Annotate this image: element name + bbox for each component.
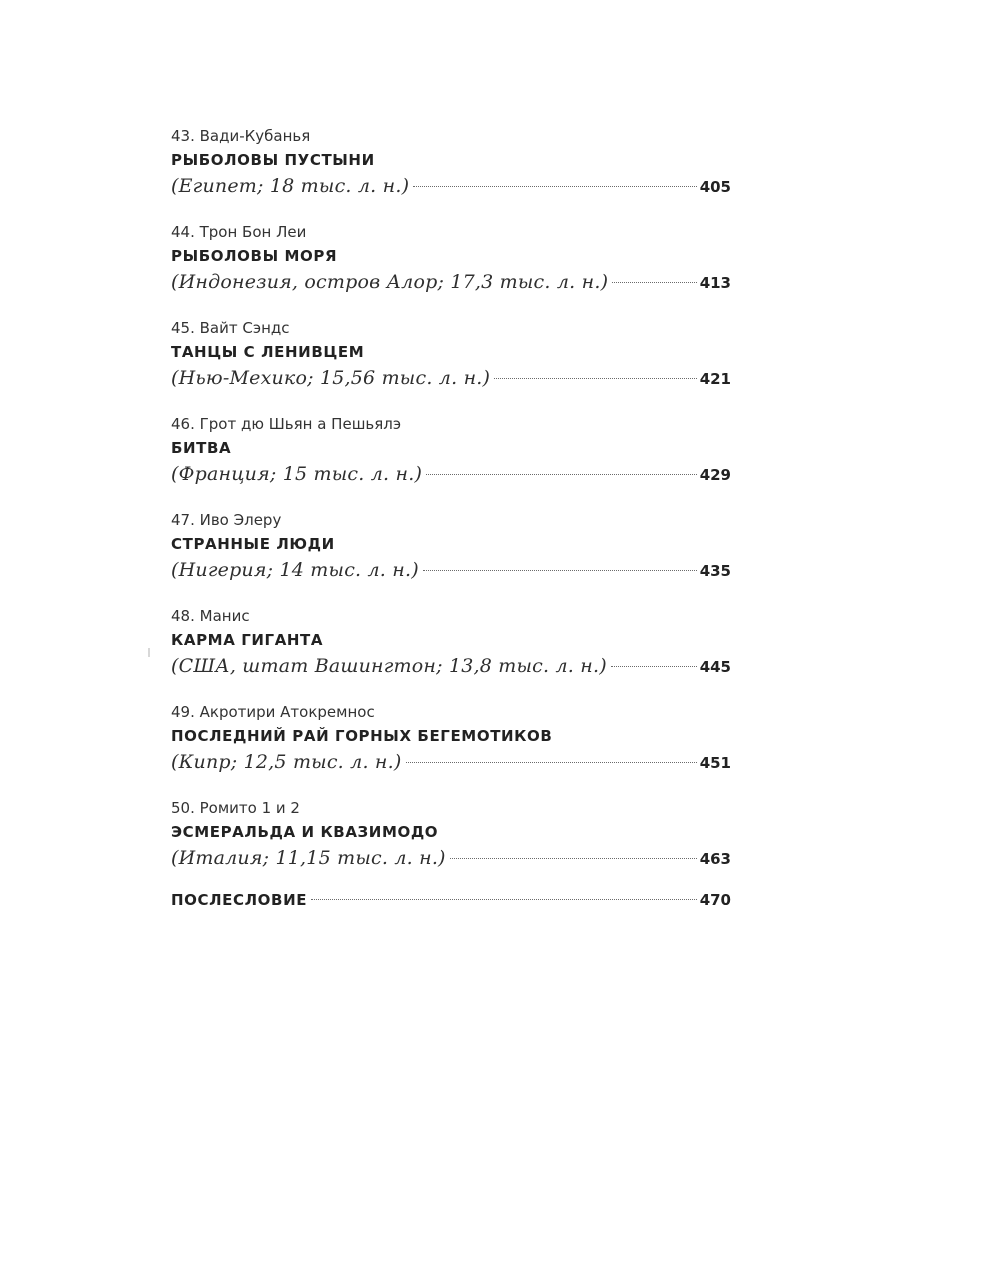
toc-entry-44[interactable] xyxy=(171,222,731,318)
toc-entry-line xyxy=(171,748,731,776)
toc-entry-location: (Нью-Мехико; 15,56 тыс. л. н.) xyxy=(171,367,491,389)
toc-entry-title: РЫБОЛОВЫ ПУСТЫНИ xyxy=(171,151,375,169)
toc-entry-title: БИТВА xyxy=(171,439,232,457)
toc-entry-location: (Кипр; 12,5 тыс. л. н.) xyxy=(171,751,402,773)
toc-entry-title: ТАНЦЫ С ЛЕНИВЦЕМ xyxy=(171,343,365,361)
toc-entry-title: СТРАННЫЕ ЛЮДИ xyxy=(171,535,335,553)
toc-entry-site: 43. Вади-Кубанья xyxy=(171,127,311,145)
toc-entry-location: (Франция; 15 тыс. л. н.) xyxy=(171,463,423,485)
toc-entry-title: ПОСЛЕСЛОВИЕ xyxy=(171,891,308,909)
toc-entry-afterword[interactable] xyxy=(171,886,731,914)
toc-entry-line xyxy=(171,172,731,200)
toc-entry-43[interactable] xyxy=(171,126,731,222)
toc-entry-location: (Нигерия; 14 тыс. л. н.) xyxy=(171,559,419,581)
toc-entry-page-number: 445 xyxy=(699,658,731,676)
toc-entry-page-number: 405 xyxy=(699,178,731,196)
toc-entry-page-number: 421 xyxy=(699,370,731,388)
dot-leader xyxy=(612,281,696,283)
toc-entry-page-number: 413 xyxy=(699,274,731,292)
toc-entry-site: 47. Иво Элеру xyxy=(171,511,282,529)
toc-entry-line xyxy=(171,268,731,296)
dot-leader xyxy=(311,898,697,900)
toc-entry-45[interactable] xyxy=(171,318,731,414)
toc-entry-title: ПОСЛЕДНИЙ РАЙ ГОРНЫХ БЕГЕМОТИКОВ xyxy=(171,727,553,745)
toc-entry-46[interactable] xyxy=(171,414,731,510)
toc-entry-title: РЫБОЛОВЫ МОРЯ xyxy=(171,247,338,265)
toc-entry-location: (США, штат Вашингтон; 13,8 тыс. л. н.) xyxy=(171,655,607,677)
table-of-contents xyxy=(171,126,731,894)
toc-entry-site: 46. Грот дю Шьян а Пешьялэ xyxy=(171,415,402,433)
toc-entry-page-number: 463 xyxy=(699,850,731,868)
dot-leader xyxy=(413,185,696,187)
toc-entry-line xyxy=(171,652,731,680)
toc-entry-location: (Италия; 11,15 тыс. л. н.) xyxy=(171,847,446,869)
toc-entry-47[interactable] xyxy=(171,510,731,606)
dot-leader xyxy=(426,473,697,475)
toc-entry-site: 44. Трон Бон Леи xyxy=(171,223,307,241)
toc-entry-line xyxy=(171,364,731,392)
toc-entry-line xyxy=(171,460,731,488)
toc-entry-title: КАРМА ГИГАНТА xyxy=(171,631,324,649)
toc-entry-line xyxy=(171,844,731,872)
toc-entry-line xyxy=(171,556,731,584)
page-margin-mark xyxy=(148,648,150,657)
toc-entry-site: 50. Ромито 1 и 2 xyxy=(171,799,300,817)
toc-entry-title: ЭСМЕРАЛЬДА И КВАЗИМОДО xyxy=(171,823,439,841)
toc-entry-site: 48. Манис xyxy=(171,607,250,625)
toc-entry-location: (Индонезия, остров Алор; 17,3 тыс. л. н.) xyxy=(171,271,609,293)
toc-entry-48[interactable] xyxy=(171,606,731,702)
toc-entry-50[interactable] xyxy=(171,798,731,894)
toc-entry-page-number: 429 xyxy=(699,466,731,484)
toc-entry-49[interactable] xyxy=(171,702,731,798)
toc-entry-page-number: 435 xyxy=(699,562,731,580)
dot-leader xyxy=(611,665,697,667)
dot-leader xyxy=(450,857,697,859)
toc-entry-site: 45. Вайт Сэндс xyxy=(171,319,290,337)
toc-entry-location: (Египет; 18 тыс. л. н.) xyxy=(171,175,410,197)
dot-leader xyxy=(423,569,697,571)
toc-entry-site: 49. Акротири Атокремнос xyxy=(171,703,375,721)
dot-leader xyxy=(494,377,697,379)
dot-leader xyxy=(406,761,697,763)
toc-entry-page-number: 470 xyxy=(699,891,731,909)
toc-entry-page-number: 451 xyxy=(699,754,731,772)
